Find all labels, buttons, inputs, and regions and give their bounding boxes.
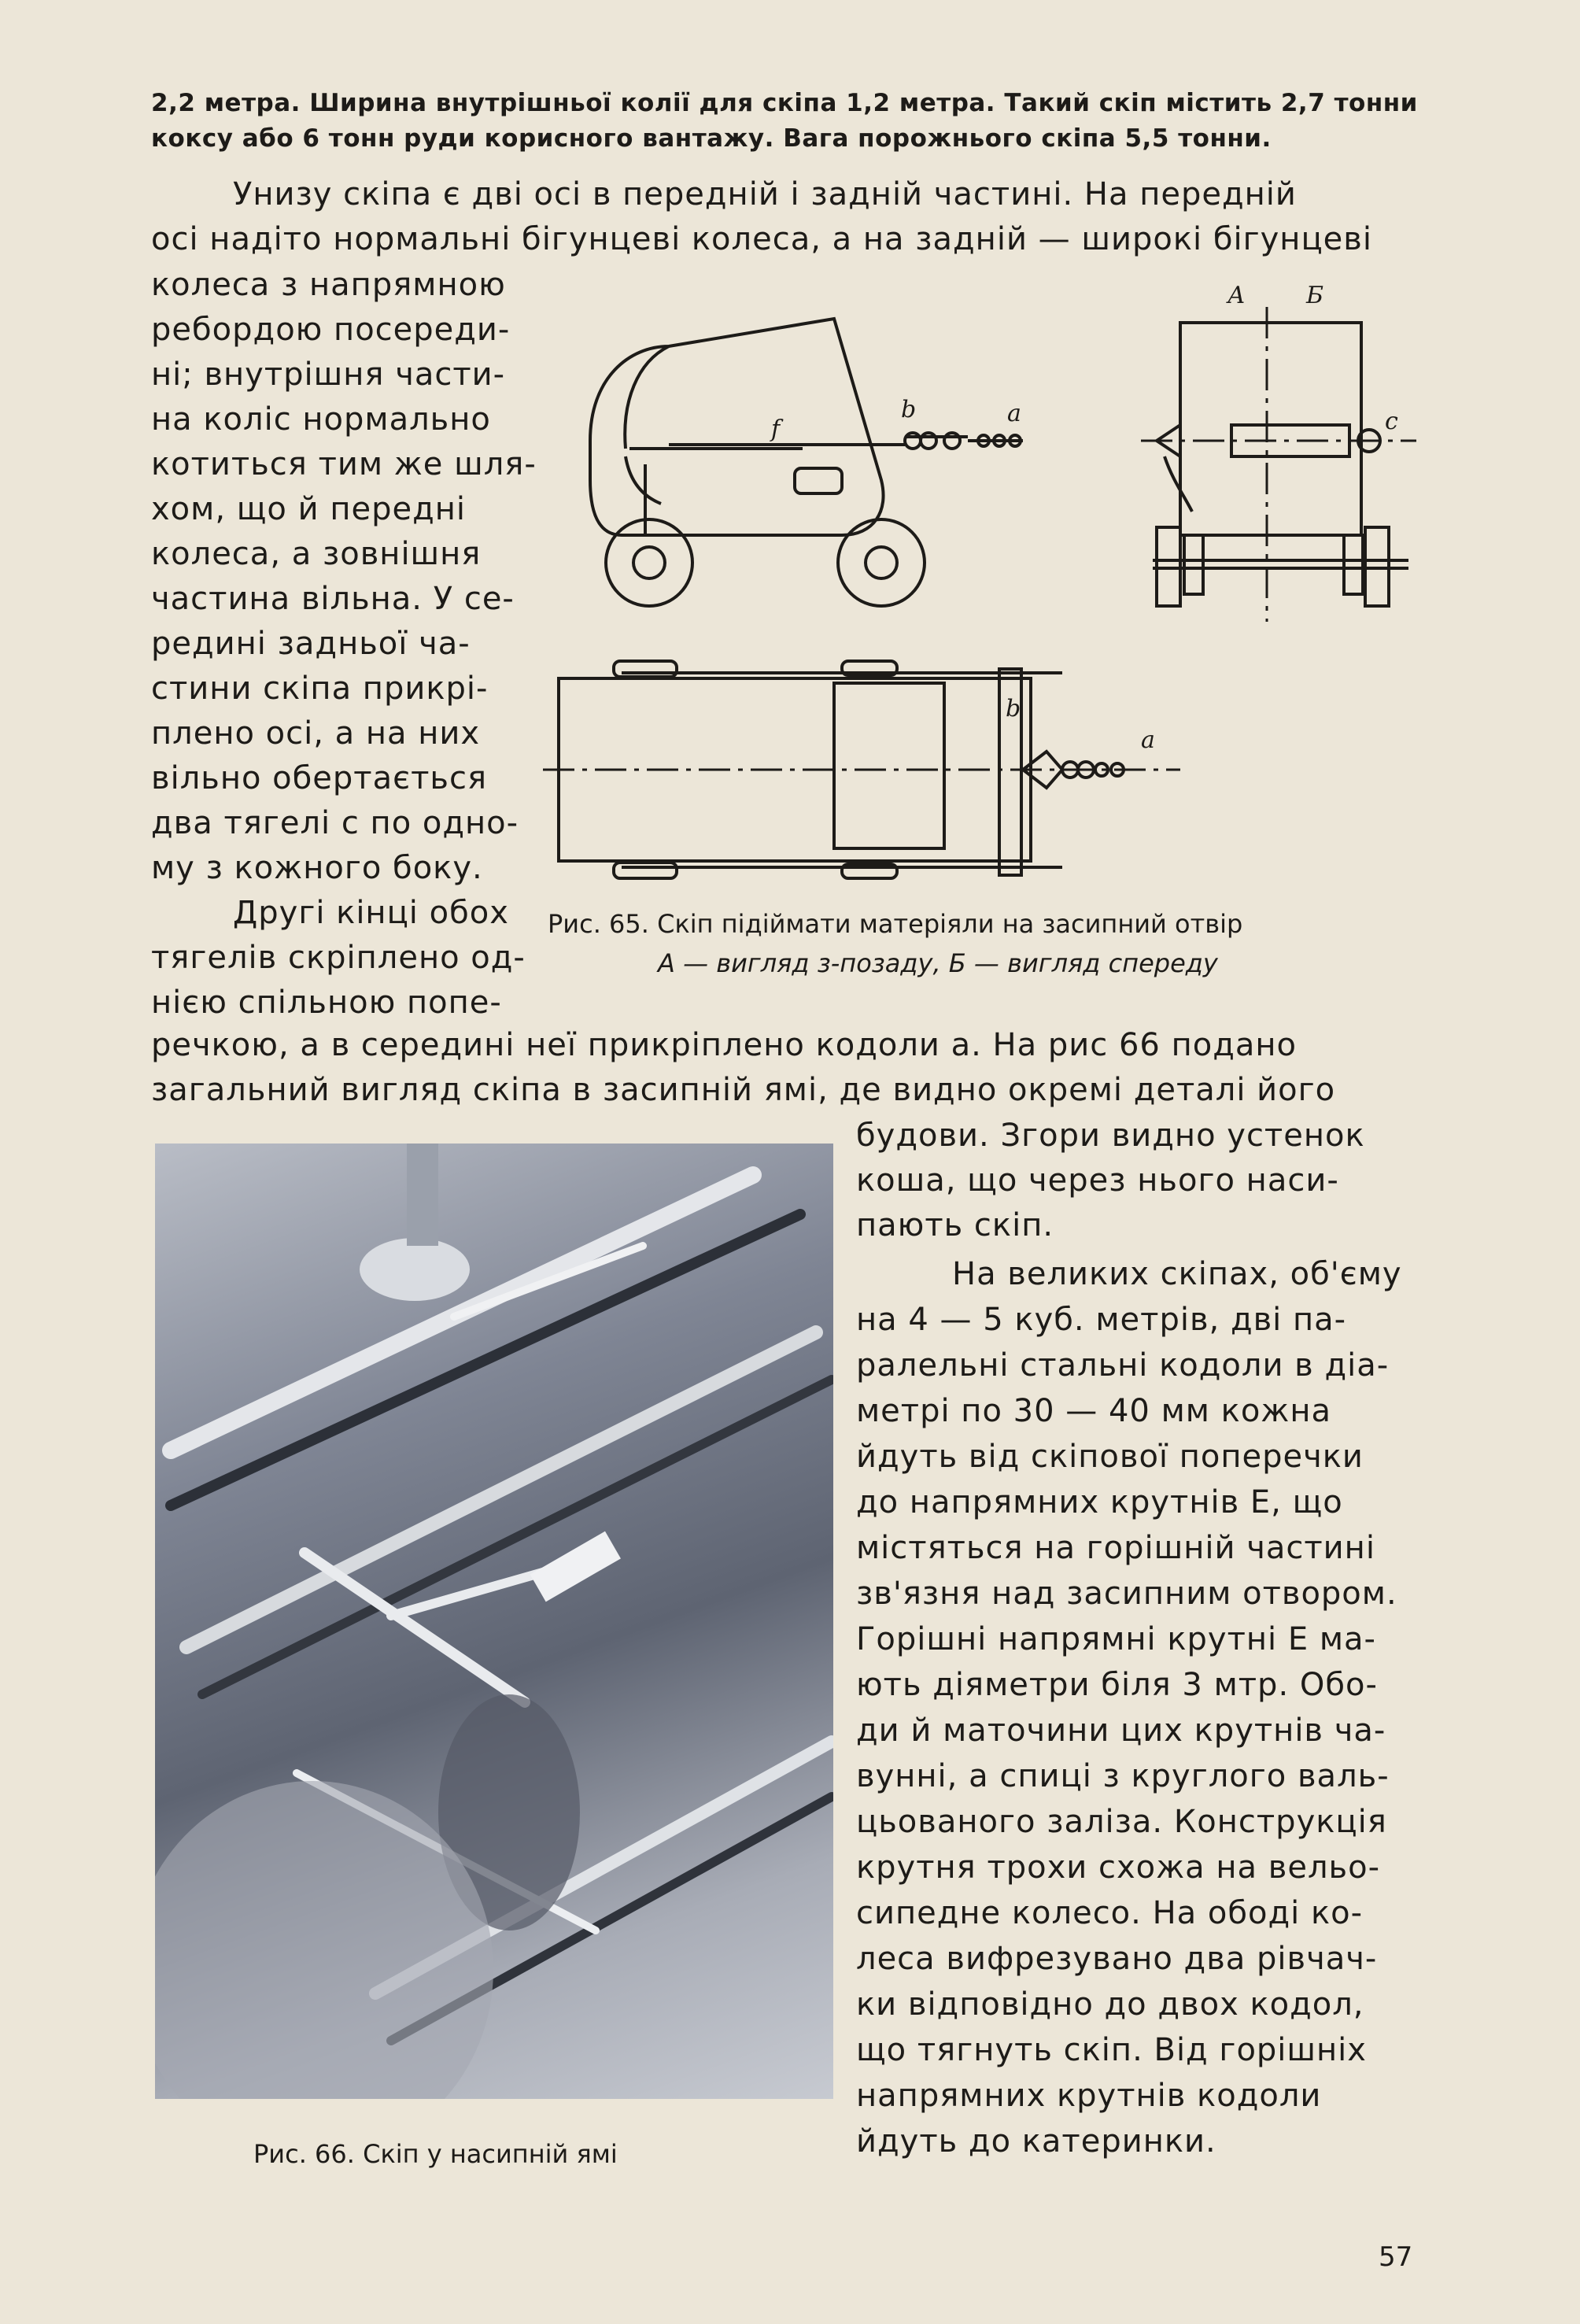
text-line: частина вільна. У се- — [151, 581, 515, 617]
text-line: ють діяметри біля 3 мтр. Обо- — [856, 1667, 1378, 1703]
text-line: тягелів скріплено од- — [151, 940, 526, 976]
label-B: Б — [1306, 282, 1324, 309]
text-line: осі надіто нормальні бігунцеві колеса, а на задній — широкі бігунцеві — [151, 221, 1372, 257]
text-line: На великих скіпах, об'єму — [952, 1256, 1402, 1292]
text-line: що тягнуть скіп. Від горішніх — [856, 2032, 1367, 2068]
text-line: леса вифрезувано два рівчач- — [856, 1941, 1378, 1977]
text-line: напрямних крутнів кодоли — [856, 2078, 1322, 2114]
text-line: ні; внутрішня части- — [151, 357, 506, 393]
text-line: коша, що через нього наси- — [856, 1162, 1339, 1199]
text-line: 2,2 метра. Ширина внутрішньої колії для скіпа 1,2 метра. Такий скіп містить 2,7 тонни — [151, 89, 1418, 117]
text-line: вільно обертається — [151, 760, 488, 796]
text-line: метрі по 30 — 40 мм кожна — [856, 1393, 1331, 1429]
text-line: ралельні стальні кодоли в діа- — [856, 1347, 1390, 1384]
figure-65-caption-2: A — вигляд з-позаду, Б — вигляд спереду — [658, 948, 1218, 978]
text-line: стини скіпа прикрі- — [151, 671, 489, 707]
text-line: загальний вигляд скіпа в засипній ямі, де видно окремі деталі його — [151, 1072, 1336, 1108]
label-c: c — [1385, 408, 1398, 435]
text-line: вунні, а спиці з круглого валь- — [856, 1758, 1390, 1794]
label-A: А — [1227, 282, 1246, 309]
text-line: Другі кінці обох — [233, 895, 509, 931]
text-line: на коліс нормально — [151, 401, 491, 438]
text-line: цьованого заліза. Конструкція — [856, 1804, 1387, 1840]
text-line: колеса, а зовнішня — [151, 536, 482, 572]
label-b-top: b — [1006, 695, 1021, 722]
text-line: плено осі, а на них — [151, 715, 481, 752]
text-line: ребордою посереди- — [151, 312, 511, 348]
label-a-top: a — [1141, 726, 1155, 754]
text-line: хом, що й передні — [151, 491, 467, 527]
text-line: сипедне колесо. На ободі ко- — [856, 1895, 1364, 1931]
text-line: Унизу скіпа є дві осі в передній і задній частині. На передній — [233, 176, 1297, 212]
text-line: колеса з напрямною — [151, 267, 506, 303]
text-line: му з кожного боку. — [151, 850, 483, 886]
text-line: ди й маточини цих крутнів ча- — [856, 1713, 1386, 1749]
text-line: котиться тим же шля- — [151, 446, 537, 482]
text-line: крутня трохи схожа на вельо- — [856, 1849, 1381, 1886]
text-line: ки відповідно до двох кодол, — [856, 1986, 1364, 2023]
text-line: йдуть до катеринки. — [856, 2123, 1216, 2160]
text-line: два тягелі c по одно- — [151, 805, 519, 841]
figure-66-photo — [155, 1144, 833, 2099]
figure-65-caption: Рис. 65. Скіп підіймати матеріяли на засипний отвір — [548, 909, 1243, 939]
text-line: Горішні напрямні крутні E ма- — [856, 1621, 1376, 1657]
text-line: пають скіп. — [856, 1207, 1054, 1243]
label-a: a — [1007, 400, 1021, 427]
figure-66-caption: Рис. 66. Скіп у насипній ямі — [253, 2139, 618, 2169]
text-line: нією спільною попе- — [151, 985, 502, 1021]
label-f: f — [771, 416, 781, 443]
skip-technical-drawing — [543, 275, 1432, 889]
label-b: b — [901, 396, 917, 423]
text-line: містяться на горішній частині — [856, 1530, 1375, 1566]
skip-in-pit-photo — [155, 1144, 833, 2099]
text-line: речкою, а в середині неї прикріплено кодоли a. На рис 66 подано — [151, 1027, 1297, 1063]
text-line: будови. Згори видно устенок — [856, 1118, 1365, 1154]
text-line: йдуть від скіпової поперечки — [856, 1439, 1364, 1475]
text-line: зв'язня над засипним отвором. — [856, 1576, 1397, 1612]
figure-65 — [543, 275, 1432, 889]
page-number: 57 — [1379, 2241, 1413, 2273]
text-line: на 4 — 5 куб. метрів, дві па- — [856, 1302, 1347, 1338]
text-line: до напрямних крутнів E, що — [856, 1484, 1343, 1520]
text-line: коксу або 6 тонн руди корисного вантажу. Вага порожнього скіпа 5,5 тонни. — [151, 124, 1272, 153]
text-line: редині задньої ча- — [151, 626, 471, 662]
